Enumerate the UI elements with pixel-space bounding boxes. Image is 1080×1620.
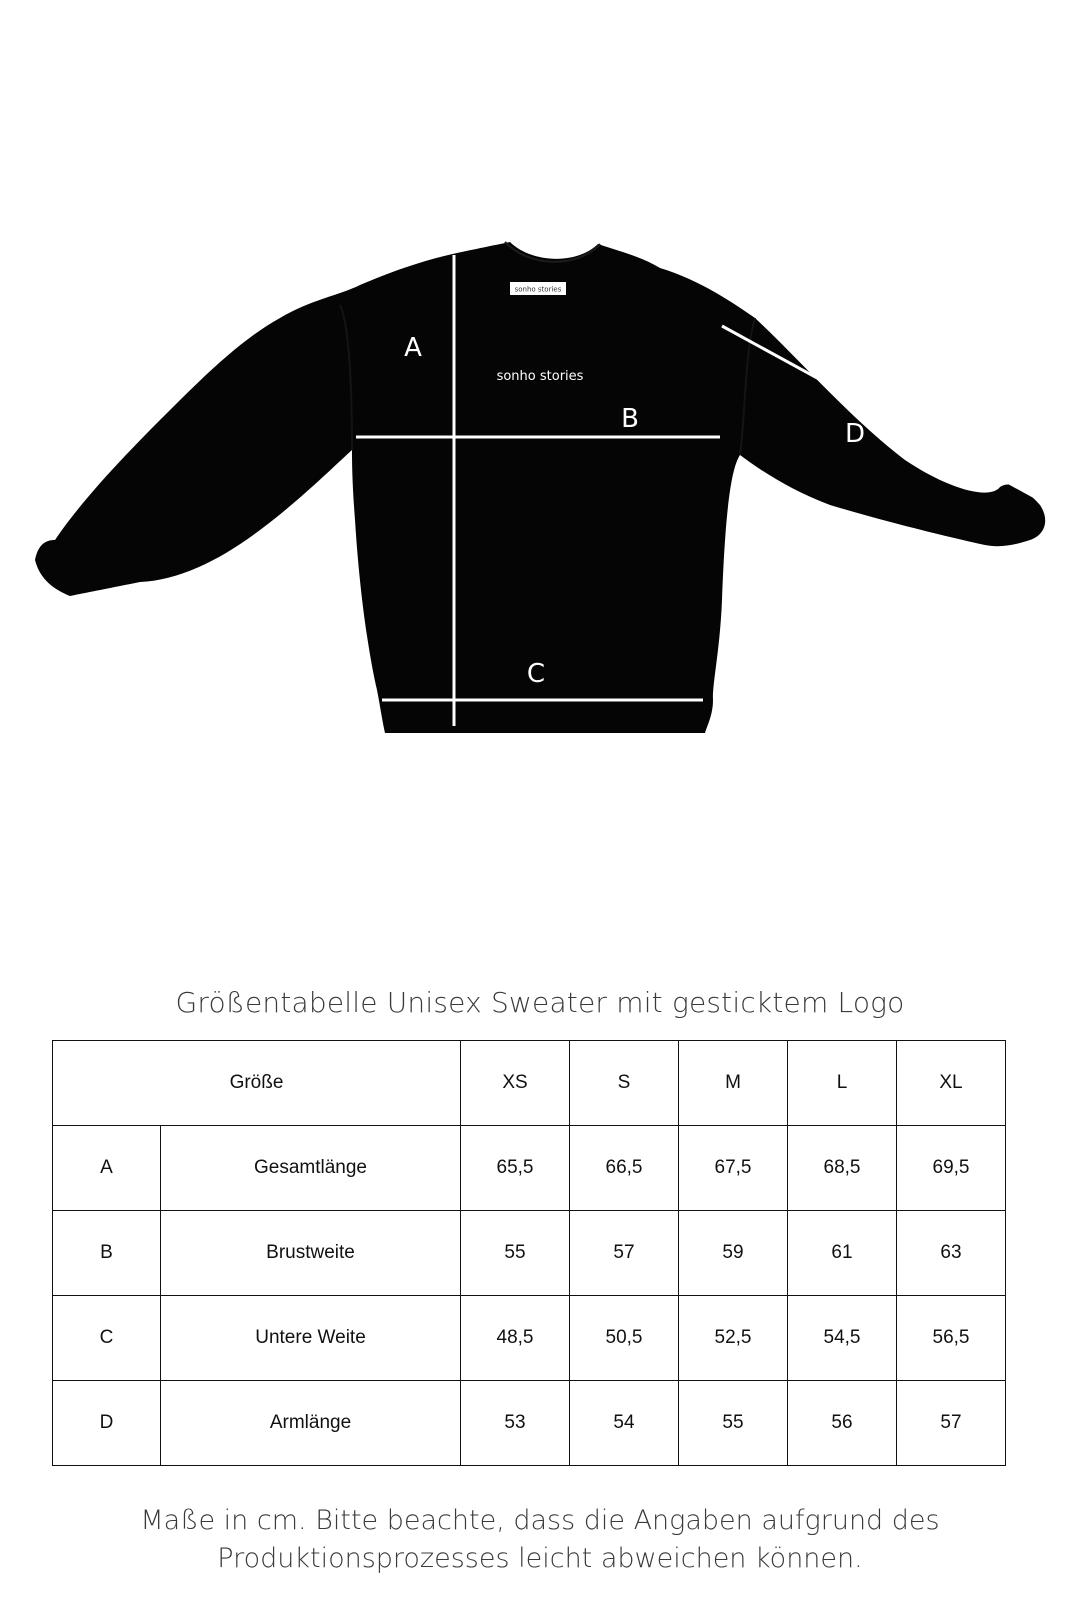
- row-key: D: [53, 1381, 161, 1466]
- size-table: [52, 1040, 1006, 1466]
- table-cell: 57: [570, 1211, 679, 1296]
- table-cell: 56: [788, 1381, 897, 1466]
- size-header-m: M: [679, 1041, 788, 1126]
- table-cell: 63: [897, 1211, 1006, 1296]
- table-cell: 54,5: [788, 1296, 897, 1381]
- table-row: [53, 1211, 1006, 1296]
- table-cell: 69,5: [897, 1126, 1006, 1211]
- table-cell: 55: [679, 1381, 788, 1466]
- neck-tag-text: sonho stories: [514, 285, 562, 294]
- brand-embroidery: sonho stories: [496, 369, 584, 384]
- table-header-row: [53, 1041, 1006, 1126]
- footnote: [0, 1502, 1080, 1578]
- size-header-xl: XL: [897, 1041, 1006, 1126]
- measure-label-c: C: [526, 659, 546, 689]
- footnote-line-2: Produktionsprozesses leicht abweichen können.: [217, 1543, 863, 1574]
- table-cell: 53: [461, 1381, 570, 1466]
- footnote-line-1: Maße in cm. Bitte beachte, dass die Angaben aufgrund des: [140, 1505, 940, 1536]
- table-cell: 56,5: [897, 1296, 1006, 1381]
- size-header-s: S: [570, 1041, 679, 1126]
- table-cell: 67,5: [679, 1126, 788, 1211]
- row-name: Armlänge: [161, 1381, 461, 1466]
- table-row: [53, 1296, 1006, 1381]
- table-cell: 57: [897, 1381, 1006, 1466]
- table-row: [53, 1381, 1006, 1466]
- table-cell: 65,5: [461, 1126, 570, 1211]
- table-cell: 52,5: [679, 1296, 788, 1381]
- table-cell: 48,5: [461, 1296, 570, 1381]
- table-row: [53, 1126, 1006, 1211]
- row-name: Brustweite: [161, 1211, 461, 1296]
- size-header-label: Größe: [53, 1041, 461, 1126]
- measure-label-d: D: [844, 419, 866, 449]
- row-key: C: [53, 1296, 161, 1381]
- size-chart-title: Größentabelle Unisex Sweater mit gesticktem Logo: [175, 986, 905, 1019]
- row-key: A: [53, 1126, 161, 1211]
- table-cell: 50,5: [570, 1296, 679, 1381]
- row-key: B: [53, 1211, 161, 1296]
- table-cell: 66,5: [570, 1126, 679, 1211]
- table-cell: 59: [679, 1211, 788, 1296]
- table-cell: 54: [570, 1381, 679, 1466]
- table-cell: 68,5: [788, 1126, 897, 1211]
- size-header-xs: XS: [461, 1041, 570, 1126]
- row-name: Gesamtlänge: [161, 1126, 461, 1211]
- size-header-l: L: [788, 1041, 897, 1126]
- row-name: Untere Weite: [161, 1296, 461, 1381]
- table-cell: 55: [461, 1211, 570, 1296]
- measure-label-a: A: [404, 333, 422, 363]
- neck-tag: [510, 282, 566, 295]
- measure-label-b: B: [621, 404, 639, 434]
- table-cell: 61: [788, 1211, 897, 1296]
